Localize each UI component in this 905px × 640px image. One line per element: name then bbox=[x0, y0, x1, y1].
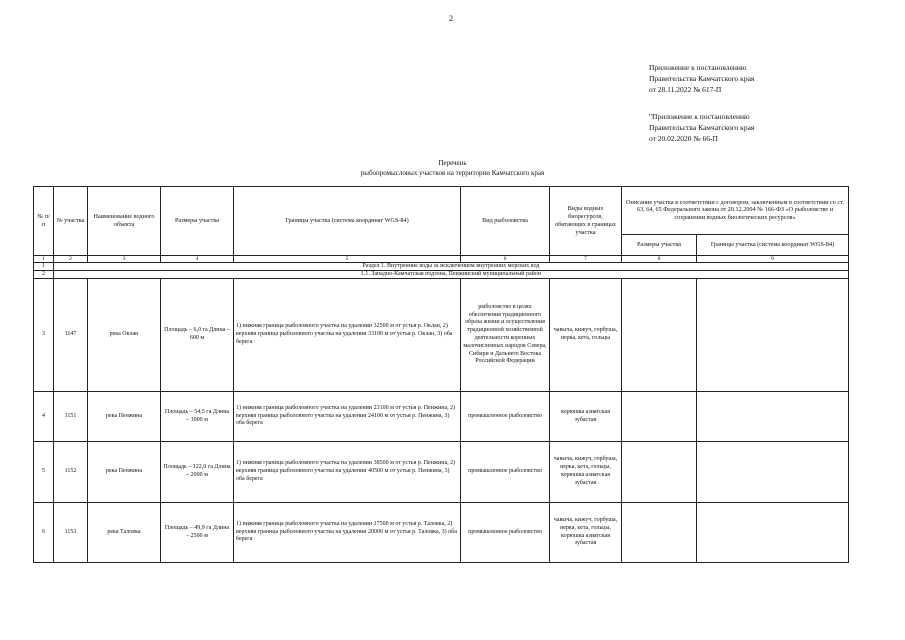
appendix-line: от 28.11.2022 № 617-П bbox=[649, 85, 722, 94]
header-agreement-size: Размеры участка bbox=[622, 234, 697, 255]
agreement-size bbox=[622, 503, 697, 563]
row-number: 5 bbox=[34, 442, 54, 503]
column-number: 3 bbox=[88, 256, 161, 263]
row-number: 6 bbox=[34, 503, 54, 563]
document-title: Перечень bbox=[438, 159, 467, 167]
fishing-type: рыболовство в целях обеспечения традиционного образа жизни и осуществления традиционной хозяйственной деятельности коренных малочисленных народов Севера, Сибири и Дальнего Востока Российской Федерации bbox=[461, 279, 550, 392]
row-number: 2 bbox=[34, 271, 54, 279]
agreement-size bbox=[622, 392, 697, 442]
agreement-size bbox=[622, 279, 697, 392]
column-number: 7 bbox=[550, 256, 622, 263]
agreement-bounds bbox=[697, 279, 849, 392]
plot-size: Площадь – 54,5 га Длина – 1000 м bbox=[161, 392, 234, 442]
appendix-line: Приложение к постановлению bbox=[649, 63, 747, 72]
bio-resources: чавыча, кижуч, горбуша, нерка, кета, гольцы bbox=[550, 279, 622, 392]
water-body: река Оклан bbox=[88, 279, 161, 392]
column-number: 1 bbox=[34, 256, 54, 263]
header-agreement-bounds: Границы участка (система координат WGS-84) bbox=[697, 234, 849, 255]
bio-resources: чавыча, кижуч, горбуша, нерка, кета, гольцы, корюшка азиатская зубастая bbox=[550, 442, 622, 503]
section-heading: Раздел 1. Внутренние воды за исключением внутренних морских вод bbox=[54, 263, 849, 271]
appendix-line: от 20.02.2020 № 66-П bbox=[649, 134, 718, 143]
agreement-bounds bbox=[697, 503, 849, 563]
fishing-type: промышленное рыболовство bbox=[461, 442, 550, 503]
plot-size: Площадь – 49,9 га Длина – 2500 м bbox=[161, 503, 234, 563]
column-number: 2 bbox=[54, 256, 88, 263]
header-water-body: Наименование водного объекта bbox=[88, 187, 161, 256]
row-number: 3 bbox=[34, 279, 54, 392]
appendix-line: "Приложение к постановлению bbox=[649, 112, 750, 121]
plot-boundaries: 1) нижняя граница рыболовного участка на удалении 38500 м от устья р. Пенжина, 2) верхняя граница рыболовного участка на удалении 40500 м от устья р. Пенжина, 3) оба берега bbox=[234, 442, 461, 503]
agreement-bounds bbox=[697, 392, 849, 442]
header-plot-num: № участка bbox=[54, 187, 88, 256]
column-number: 9 bbox=[697, 256, 849, 263]
fishing-type: промышленное рыболовство bbox=[461, 503, 550, 563]
plot-boundaries: 1) нижняя граница рыболовного участка на удалении 23100 м от устья р. Пенжина, 2) верхняя граница рыболовного участка на удалении 24100 м от устья р. Пенжина, 3) оба берега bbox=[234, 392, 461, 442]
document-subtitle: рыбопромысловых участков на территории Камчатского края bbox=[360, 169, 545, 177]
plot-size: Площадь – 6,0 га Длина – 600 м bbox=[161, 279, 234, 392]
header-num: № п/п bbox=[34, 187, 54, 256]
section-row bbox=[34, 271, 849, 279]
header-agreement: Описание участка в соответствии с договором, заключенным в соответствии со ст. 63, 64, 65 Федерального закона от 20.12.2004 № 166-ФЗ «О рыболовстве и сохранении водных биологических ресурсов» bbox=[622, 187, 849, 235]
plot-boundaries: 1) нижняя граница рыболовного участка на удалении 32500 м от устья р. Оклан, 2) верхняя граница рыболовного участка на удалении 33100 м от устья р. Оклан, 3) оба берега bbox=[234, 279, 461, 392]
page-number: 2 bbox=[449, 14, 453, 23]
section-row bbox=[34, 263, 849, 271]
plot-boundaries: 1) нижняя граница рыболовного участка на удалении 17500 м от устья р. Таловка, 2) верхняя граница рыболовного участка на удалении 20000 м от устья р. Таловка, 3) оба берега bbox=[234, 503, 461, 563]
row-number: 4 bbox=[34, 392, 54, 442]
header-size: Размеры участка bbox=[161, 187, 234, 256]
bio-resources: чавыча, кижуч, горбуша, нерка, кета, гольцы, корюшка азиатская зубастая bbox=[550, 503, 622, 563]
agreement-bounds bbox=[697, 442, 849, 503]
water-body: река Таловка bbox=[88, 503, 161, 563]
fishing-plots-table bbox=[33, 186, 849, 563]
header-boundaries: Границы участка (система координат WGS-84) bbox=[234, 187, 461, 256]
fishing-type: промышленное рыболовство bbox=[461, 392, 550, 442]
appendix-line: Правительства Камчатского края bbox=[649, 123, 755, 132]
appendix-line: Правительства Камчатского края bbox=[649, 74, 755, 83]
table-row bbox=[34, 442, 849, 503]
table-row bbox=[34, 503, 849, 563]
plot-number: 1147 bbox=[54, 279, 88, 392]
column-number: 4 bbox=[161, 256, 234, 263]
plot-size: Площадь – 122,0 га Длина – 2000 м bbox=[161, 442, 234, 503]
table-header-row bbox=[34, 187, 849, 235]
column-number: 6 bbox=[461, 256, 550, 263]
column-number-row bbox=[34, 256, 849, 263]
plot-number: 1152 bbox=[54, 442, 88, 503]
plot-number: 1153 bbox=[54, 503, 88, 563]
water-body: река Пенжина bbox=[88, 392, 161, 442]
appendix-note bbox=[649, 62, 754, 95]
table-row bbox=[34, 392, 849, 442]
previous-appendix-note bbox=[649, 111, 754, 144]
subsection-heading: 1.1. Западно-Камчатская подзона, Пенжинский муниципальный район bbox=[54, 271, 849, 279]
row-number: 1 bbox=[34, 263, 54, 271]
column-number: 8 bbox=[622, 256, 697, 263]
agreement-size bbox=[622, 442, 697, 503]
header-resources: Виды водных биоресурсов, обитающих в границах участка bbox=[550, 187, 622, 256]
plot-number: 1151 bbox=[54, 392, 88, 442]
column-number: 5 bbox=[234, 256, 461, 263]
table-row bbox=[34, 279, 849, 392]
header-fishing-type: Вид рыболовства bbox=[461, 187, 550, 256]
bio-resources: корюшка азиатская зубастая bbox=[550, 392, 622, 442]
water-body: река Пенжина bbox=[88, 442, 161, 503]
